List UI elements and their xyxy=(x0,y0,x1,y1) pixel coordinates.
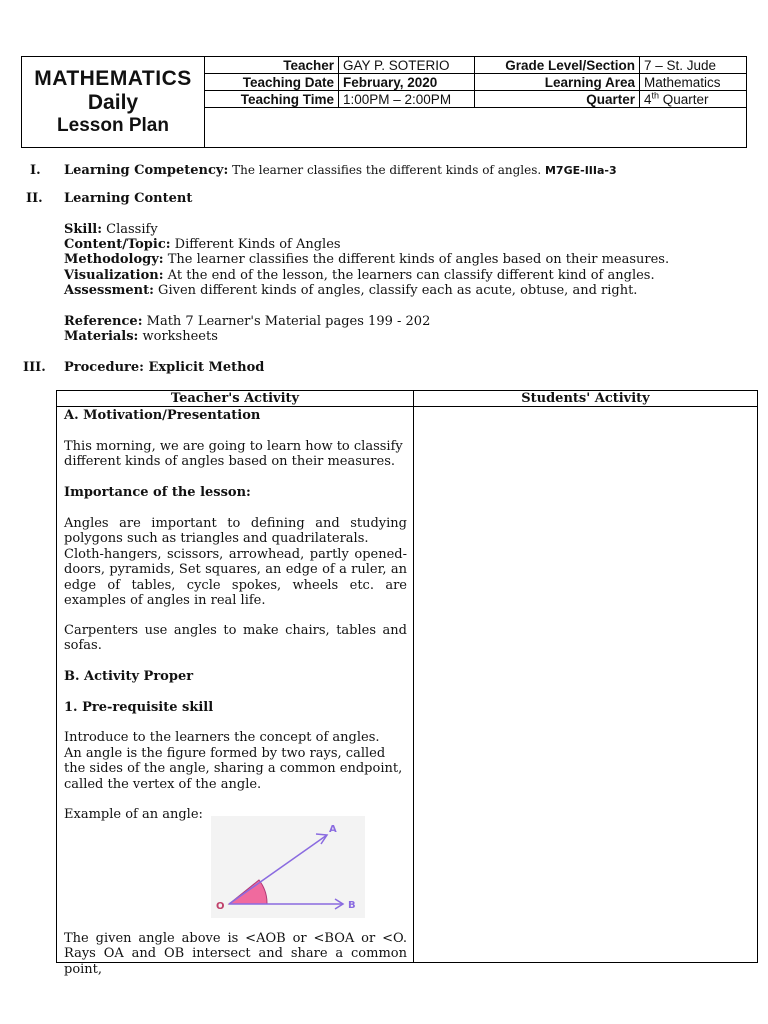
competency-text: The learner classifies the different kinds of angles. xyxy=(228,163,545,177)
teacher-activity-cell xyxy=(57,407,414,977)
prerequisite-paragraph-2: An angle is the figure formed by two rays, called the sides of the angle, sharing a common endpoint, called the vertex of the angle. xyxy=(64,746,403,792)
teacher-label: Teacher xyxy=(205,57,339,74)
title-line-1: MATHEMATICS xyxy=(34,67,192,90)
grade-value: 7 – St. Jude xyxy=(640,57,747,74)
section-1-number: I. xyxy=(30,163,41,178)
topic-line xyxy=(64,237,341,252)
assessment-text: Given different kinds of angles, classify each as acute, obtuse, and right. xyxy=(153,283,638,298)
quarter-label: Quarter xyxy=(475,91,640,108)
motivation-heading: A. Motivation/Presentation xyxy=(64,408,261,423)
materials-label: Materials: xyxy=(64,329,139,344)
visualization-text: At the end of the lesson, the learners can classify different kind of angles. xyxy=(163,268,655,283)
teacher-value: GAY P. SOTERIO xyxy=(339,57,475,74)
methodology-line xyxy=(64,252,669,267)
skill-label: Skill: xyxy=(64,222,103,237)
materials-text: worksheets xyxy=(138,329,218,344)
title-line-3: Lesson Plan xyxy=(57,115,169,136)
methodology-text: The learner classifies the different kinds of angles based on their measures. xyxy=(163,252,670,267)
date-value: February, 2020 xyxy=(339,74,475,91)
label-a: A xyxy=(329,824,337,835)
time-label: Teaching Time xyxy=(205,91,339,108)
reference-line xyxy=(64,314,430,329)
title-line-2: Daily xyxy=(87,91,139,114)
document-title xyxy=(22,57,205,148)
date-label: Teaching Date xyxy=(205,74,339,91)
section-3-number: III. xyxy=(23,360,46,375)
reference-label: Reference: xyxy=(64,314,143,329)
grade-label: Grade Level/Section xyxy=(475,57,640,74)
given-angle-text: The given angle above is <AOB or <BOA or <O. Rays OA and OB intersect and share a common point, xyxy=(64,931,407,977)
area-value: Mathematics xyxy=(640,74,747,91)
label-o: O xyxy=(216,901,225,912)
students-activity-cell xyxy=(414,407,758,963)
ray-oa xyxy=(229,835,327,904)
procedure-table xyxy=(56,390,758,977)
quarter-value xyxy=(640,91,747,108)
importance-paragraph-2: Cloth-hangers, scissors, arrowhead, partly opened-doors, pyramids, Set squares, an edge of a ruler, an edge of tables, cycle spokes, wheels etc. are examples of angles in real life. xyxy=(64,547,407,608)
prerequisite-heading: 1. Pre-requisite skill xyxy=(64,700,214,715)
teacher-activity-header: Teacher's Activity xyxy=(57,391,414,407)
section-2-number: II. xyxy=(26,191,43,206)
angle-figure xyxy=(211,816,365,918)
skill-line xyxy=(64,222,158,237)
competency-label: Learning Competency: xyxy=(64,163,229,178)
quarter-sup: th xyxy=(651,90,660,100)
prerequisite-paragraph-1: Introduce to the learners the concept of angles. xyxy=(64,730,380,745)
motivation-text: This morning, we are going to learn how to classify different kinds of angles based on their measures. xyxy=(64,439,403,470)
header-table xyxy=(21,56,747,148)
skill-text: Classify xyxy=(102,222,158,237)
assessment-label: Assessment: xyxy=(64,283,154,298)
students-activity-header: Students' Activity xyxy=(414,391,758,407)
topic-label: Content/Topic: xyxy=(64,237,171,252)
materials-line xyxy=(64,329,218,344)
example-label: Example of an angle: xyxy=(64,807,203,822)
label-b: B xyxy=(348,900,356,911)
assessment-line xyxy=(64,283,637,298)
reference-text: Math 7 Learner's Material pages 199 - 202 xyxy=(142,314,431,329)
procedure-heading: Procedure: Explicit Method xyxy=(64,360,265,375)
methodology-label: Methodology: xyxy=(64,252,164,267)
learning-content-heading: Learning Content xyxy=(64,191,193,206)
area-label: Learning Area xyxy=(475,74,640,91)
competency-code: M7GE-IIIa-3 xyxy=(544,164,617,177)
angle-diagram xyxy=(211,816,365,918)
header-blank-row xyxy=(205,108,747,148)
importance-paragraph-3: Carpenters use angles to make chairs, tables and sofas. xyxy=(64,623,407,654)
topic-text: Different Kinds of Angles xyxy=(170,237,341,252)
time-value: 1:00PM – 2:00PM xyxy=(339,91,475,108)
quarter-word: Quarter xyxy=(659,91,709,107)
importance-heading: Importance of the lesson: xyxy=(64,485,251,500)
importance-paragraph-1: Angles are important to defining and studying polygons such as triangles and quadrilaterals. xyxy=(64,516,407,547)
visualization-label: Visualization: xyxy=(64,268,164,283)
visualization-line xyxy=(64,268,655,283)
quarter-num: 4 xyxy=(644,91,652,107)
activity-proper-heading: B. Activity Proper xyxy=(64,669,194,684)
